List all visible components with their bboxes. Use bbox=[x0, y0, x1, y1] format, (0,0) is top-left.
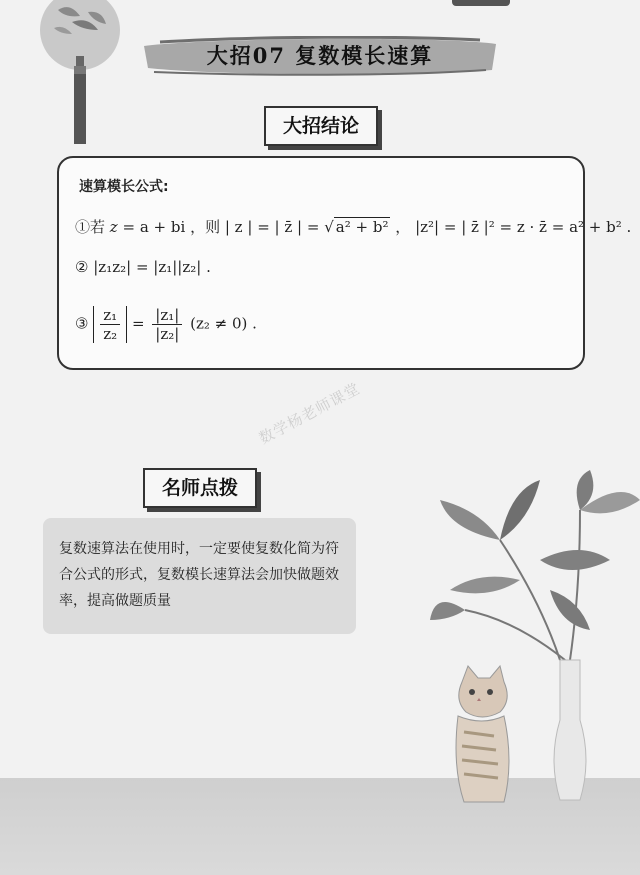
formula-row-1: ①若 z = a + bi ，则 | z | = | z̄ | = √ a² + b² ， |z²| = | z̄ |² = z · z̄ = a² + b² . bbox=[75, 218, 632, 236]
row3-num2: |z₁| bbox=[152, 306, 182, 325]
formula-box bbox=[57, 156, 632, 370]
row1-z: z bbox=[109, 218, 118, 236]
row1-then: ，则 bbox=[190, 218, 221, 236]
row3-abs-fraction bbox=[93, 306, 127, 343]
row1-eq2: = bbox=[306, 218, 320, 236]
row3-eq: = bbox=[131, 314, 145, 333]
section-label-tips: 名师点拨 bbox=[143, 468, 257, 508]
row1-sep: ， bbox=[395, 218, 411, 236]
formula-heading: 速算模长公式: bbox=[79, 179, 169, 195]
row1-abs-zbar: | z̄ | bbox=[274, 218, 303, 236]
row1-marker: ①若 bbox=[75, 218, 106, 236]
row1-sqrt: a² + b² bbox=[335, 218, 389, 236]
cat-illustration bbox=[444, 662, 514, 807]
row1-part2: |z²| = | z̄ |² = z · z̄ = a² + b² . bbox=[415, 218, 632, 236]
formula-row-2 bbox=[75, 258, 211, 276]
formula-row-3 bbox=[75, 306, 257, 343]
row1-eq: = bbox=[257, 218, 270, 236]
row1-definition: = a + bi bbox=[122, 218, 186, 236]
tip-text: 复数速算法在使用时，一定要使复数化简为符合公式的形式，复数模长速算法会加快做题效率，提高做题质量 bbox=[59, 541, 339, 609]
top-tab-decoration bbox=[452, 0, 510, 6]
watermark: 数学杨老师课堂 bbox=[255, 379, 364, 448]
row2-expression: |z₁z₂| = |z₁||z₂| . bbox=[93, 258, 211, 276]
lantern-decoration bbox=[38, 0, 122, 150]
page-title: 大招07 复数模长速算 bbox=[206, 43, 434, 68]
row1-abs-z: | z | bbox=[224, 218, 253, 236]
row3-condition: (z₂ ≠ 0) . bbox=[190, 314, 257, 333]
section-label-conclusion: 大招结论 bbox=[264, 106, 378, 146]
tip-card bbox=[43, 518, 356, 634]
row2-marker: ② bbox=[75, 258, 89, 276]
row3-marker: ③ bbox=[75, 314, 89, 333]
row3-num1: z₁ bbox=[100, 306, 120, 325]
row3-den2: |z₂| bbox=[155, 325, 180, 343]
row3-den1: z₂ bbox=[103, 325, 118, 343]
